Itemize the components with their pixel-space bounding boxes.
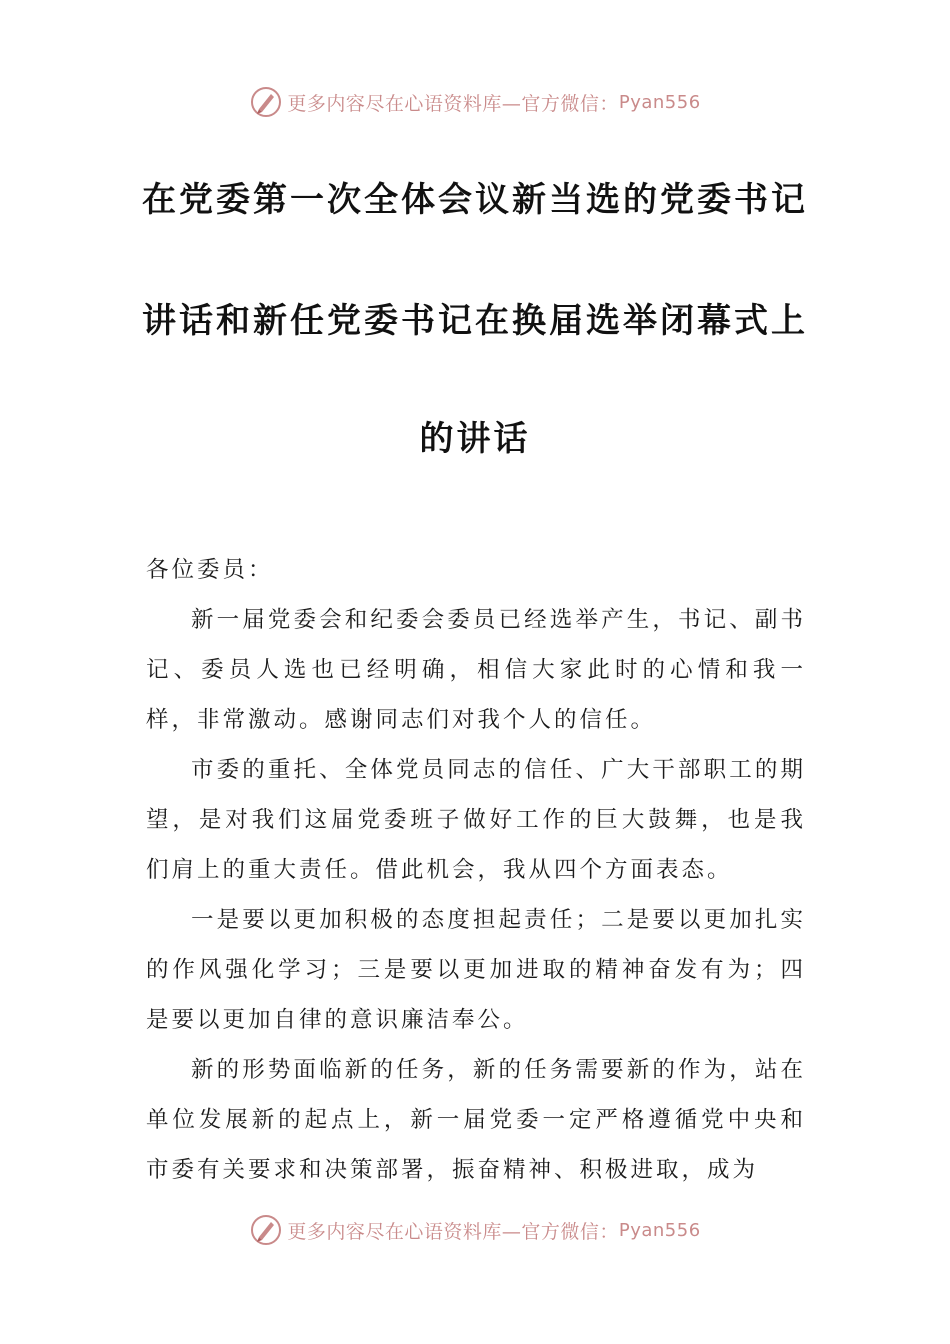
pen-logo-icon (249, 85, 283, 119)
watermark-wechat-id: Pyan556 (618, 1219, 701, 1241)
salutation: 各位委员： (146, 557, 274, 583)
paragraph: 新一届党委会和纪委会委员已经选举产生，书记、副书记、委员人选也已经明确，相信大家此时的心情和我一样，非常激动。感谢同志们对我个人的信任。 (146, 607, 806, 733)
pen-logo-icon (249, 1213, 283, 1247)
paragraph: 市委的重托、全体党员同志的信任、广大干部职工的期望，是对我们这届党委班子做好工作的巨大鼓舞，也是我们肩上的重大责任。借此机会，我从四个方面表态。 (146, 757, 806, 883)
watermark-wechat-id: Pyan556 (618, 91, 701, 113)
paragraph: 新的形势面临新的任务，新的任务需要新的作为，站在单位发展新的起点上，新一届党委一定严格遵循党中央和市委有关要求和决策部署，振奋精神、积极进取，成为 (146, 1057, 806, 1183)
footer-watermark (0, 1210, 950, 1250)
title-line-3: 的讲话 (419, 419, 531, 459)
title-line-2: 讲话和新任党委书记在换届选举闭幕式上 (142, 301, 808, 341)
body-paragraphs (146, 595, 806, 1195)
title-line-1: 在党委第一次全体会议新当选的党委书记 (142, 180, 808, 220)
watermark-text: 更多内容尽在心语资料库—官方微信： (287, 92, 619, 115)
header-watermark (0, 82, 950, 122)
watermark-text: 更多内容尽在心语资料库—官方微信： (287, 1220, 619, 1243)
paragraph: 一是要以更加积极的态度担起责任；二是要以更加扎实的作风强化学习；三是要以更加进取的精神奋发有为；四是要以更加自律的意识廉洁奉公。 (146, 907, 806, 1033)
